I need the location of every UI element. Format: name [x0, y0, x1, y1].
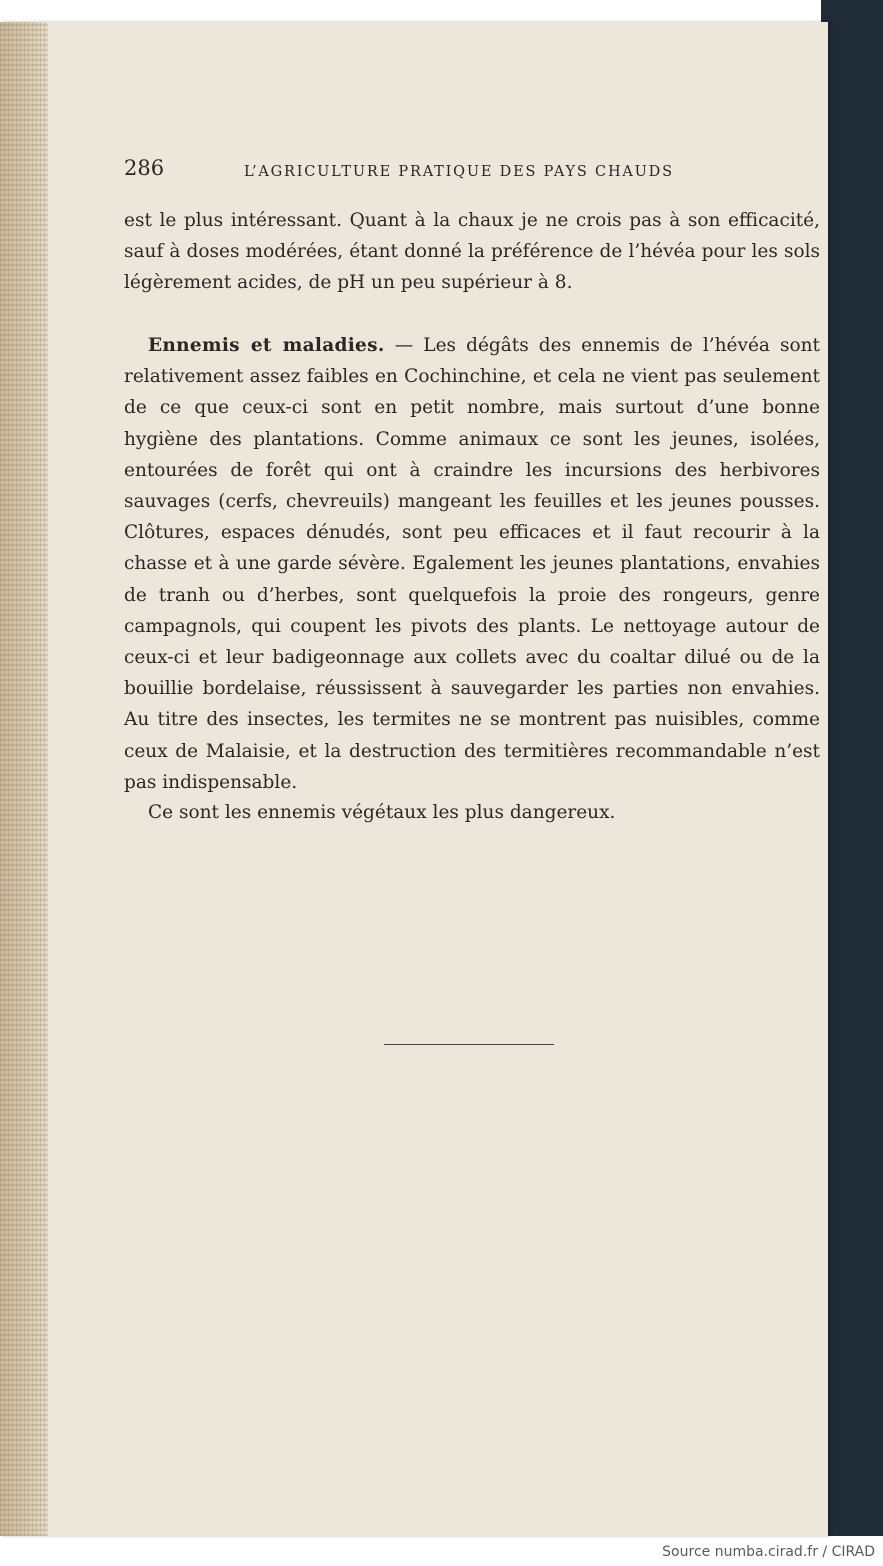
section-heading: Ennemis et maladies. [148, 335, 385, 356]
source-credit: Source numba.cirad.fr / CIRAD [662, 1544, 875, 1560]
paragraph-continuation: est le plus intéressant. Quant à la chaux je ne crois pas à son efficacité, sauf à doses modérées, étant donné la préférence de l’hévéa pour les sols légèrement acides, de pH un peu supérieur à 8. [124, 210, 820, 294]
running-title: L’AGRICULTURE PRATIQUE DES PAYS CHAUDS [244, 164, 674, 180]
paragraph-ennemis-text: — Les dégâts des ennemis de l’hévéa sont relativement assez faibles en Cochinchine, et cela ne vient pas seulement de ce que ceux-ci sont en petit nombre, mais surtout d’une bonne hygiène des plantations. Comme animaux ce sont les jeunes, isolées, entourées de forêt qui ont à craindre les incursions des herbivores sauvages (cerfs, chevreuils) mangeant les feuilles et les jeunes pousses. Clôtures, espaces dénudés, sont peu efficaces et il faut recourir à la chasse et à une garde sévère. Egalement les jeunes plantations, envahies de tranh ou d’herbes, sont quelquefois la proie des rongeurs, genre campagnols, qui coupent les pivots des plants. Le nettoyage autour de ceux-ci et leur badigeonnage aux collets avec du coaltar dilué ou de la bouillie bordelaise, réussissent à sauvegarder les parties non envahies. Au titre des insectes, les termites ne se montrent pas nuisibles, comme ceux de Malaisie, et la destruction des termitières recommandable n’est pas indispensable. [124, 335, 820, 793]
paragraph-ennemis [124, 330, 820, 798]
running-head [124, 156, 820, 186]
section-divider [384, 1044, 554, 1045]
page-number: 286 [124, 156, 165, 180]
paragraph-closing: Ce sont les ennemis végétaux les plus dangereux. [148, 802, 616, 823]
book-cover-edge [821, 0, 883, 1536]
page-gutter-edge [0, 22, 48, 1536]
